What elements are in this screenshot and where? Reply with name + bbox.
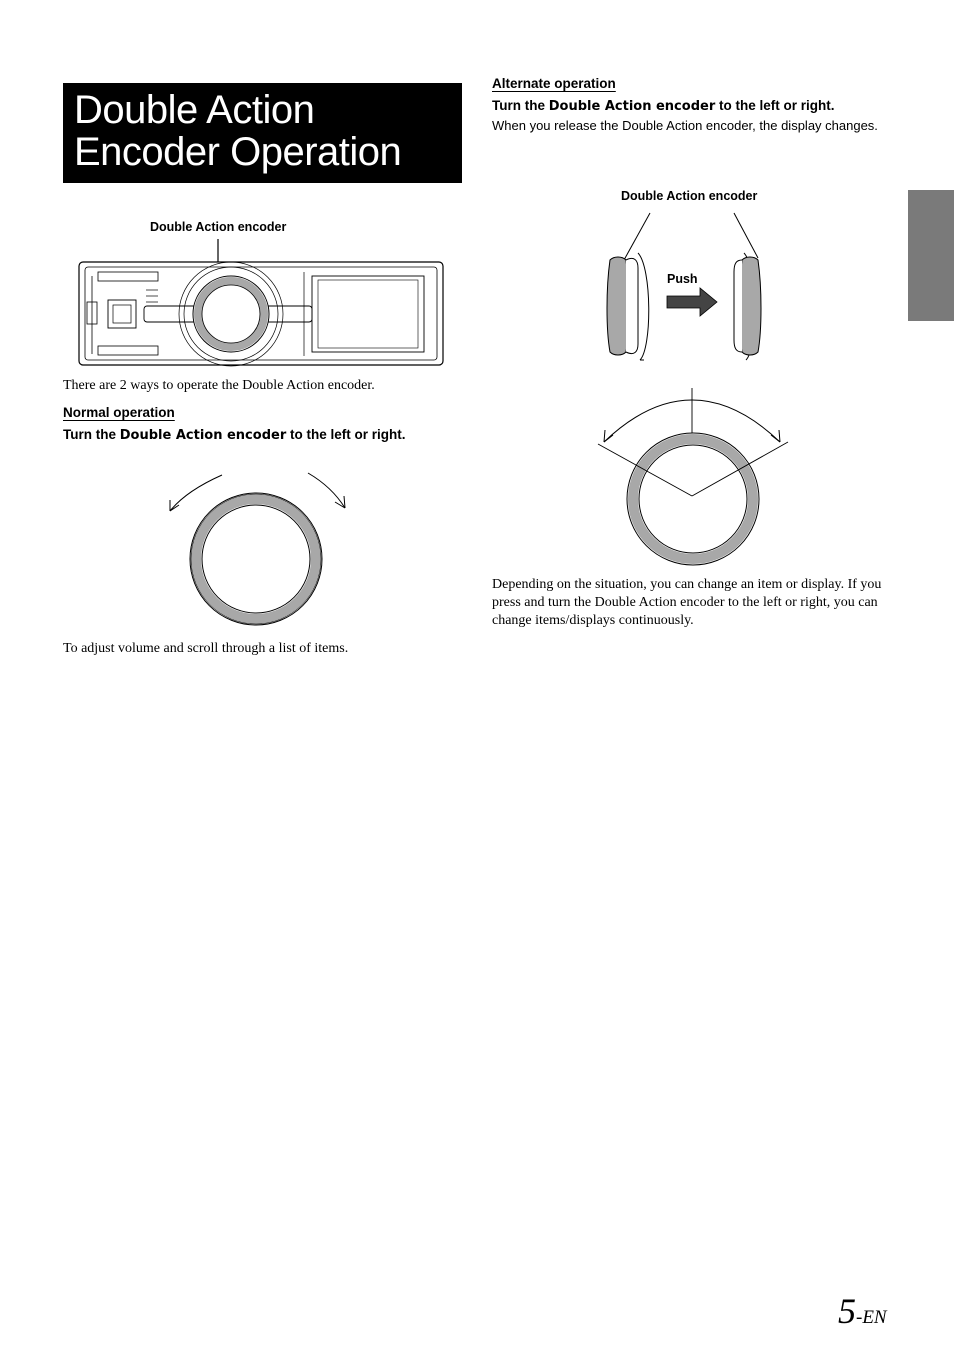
alternate-note: When you release the Double Action encoder, the display changes. — [492, 118, 878, 133]
page-number-value: 5 — [838, 1291, 856, 1331]
page-title-line-2: Encoder Operation — [74, 130, 402, 174]
instruction-prefix: Turn the — [492, 98, 549, 113]
instruction-strong: Double Action encoder — [548, 99, 716, 114]
push-label: Push — [667, 272, 698, 286]
instruction-suffix: to the left or right. — [715, 98, 835, 113]
alternate-description: Depending on the situation, you can change an item or display. If you press and turn the Double Action encoder to the left or right, you can change items/displays continuously. — [492, 577, 882, 628]
page-number-suffix: -EN — [856, 1307, 887, 1328]
instruction-strong: Double Action encoder — [119, 428, 287, 443]
normal-caption: To adjust volume and scroll through a list of items. — [63, 641, 349, 656]
heading-normal-operation: Normal operation — [63, 405, 175, 420]
intro-text: There are 2 ways to operate the Double Action encoder. — [63, 378, 375, 393]
section-side-tab — [908, 190, 954, 321]
head-unit-illustration — [78, 236, 446, 368]
page-title-line-1: Double Action — [74, 88, 315, 132]
page-number — [838, 1290, 887, 1332]
instruction-alternate — [492, 98, 834, 114]
page-title-block — [63, 83, 462, 183]
heading-alternate-operation: Alternate operation — [492, 76, 616, 91]
instruction-suffix: to the left or right. — [286, 427, 406, 442]
push-turn-knob-illustration — [596, 386, 792, 568]
figure-label-encoder-right: Double Action encoder — [621, 189, 758, 203]
rotate-knob-illustration — [160, 463, 360, 633]
push-knob-illustration — [600, 208, 790, 368]
figure-label-encoder: Double Action encoder — [150, 220, 287, 234]
instruction-normal — [63, 427, 405, 443]
instruction-prefix: Turn the — [63, 427, 120, 442]
